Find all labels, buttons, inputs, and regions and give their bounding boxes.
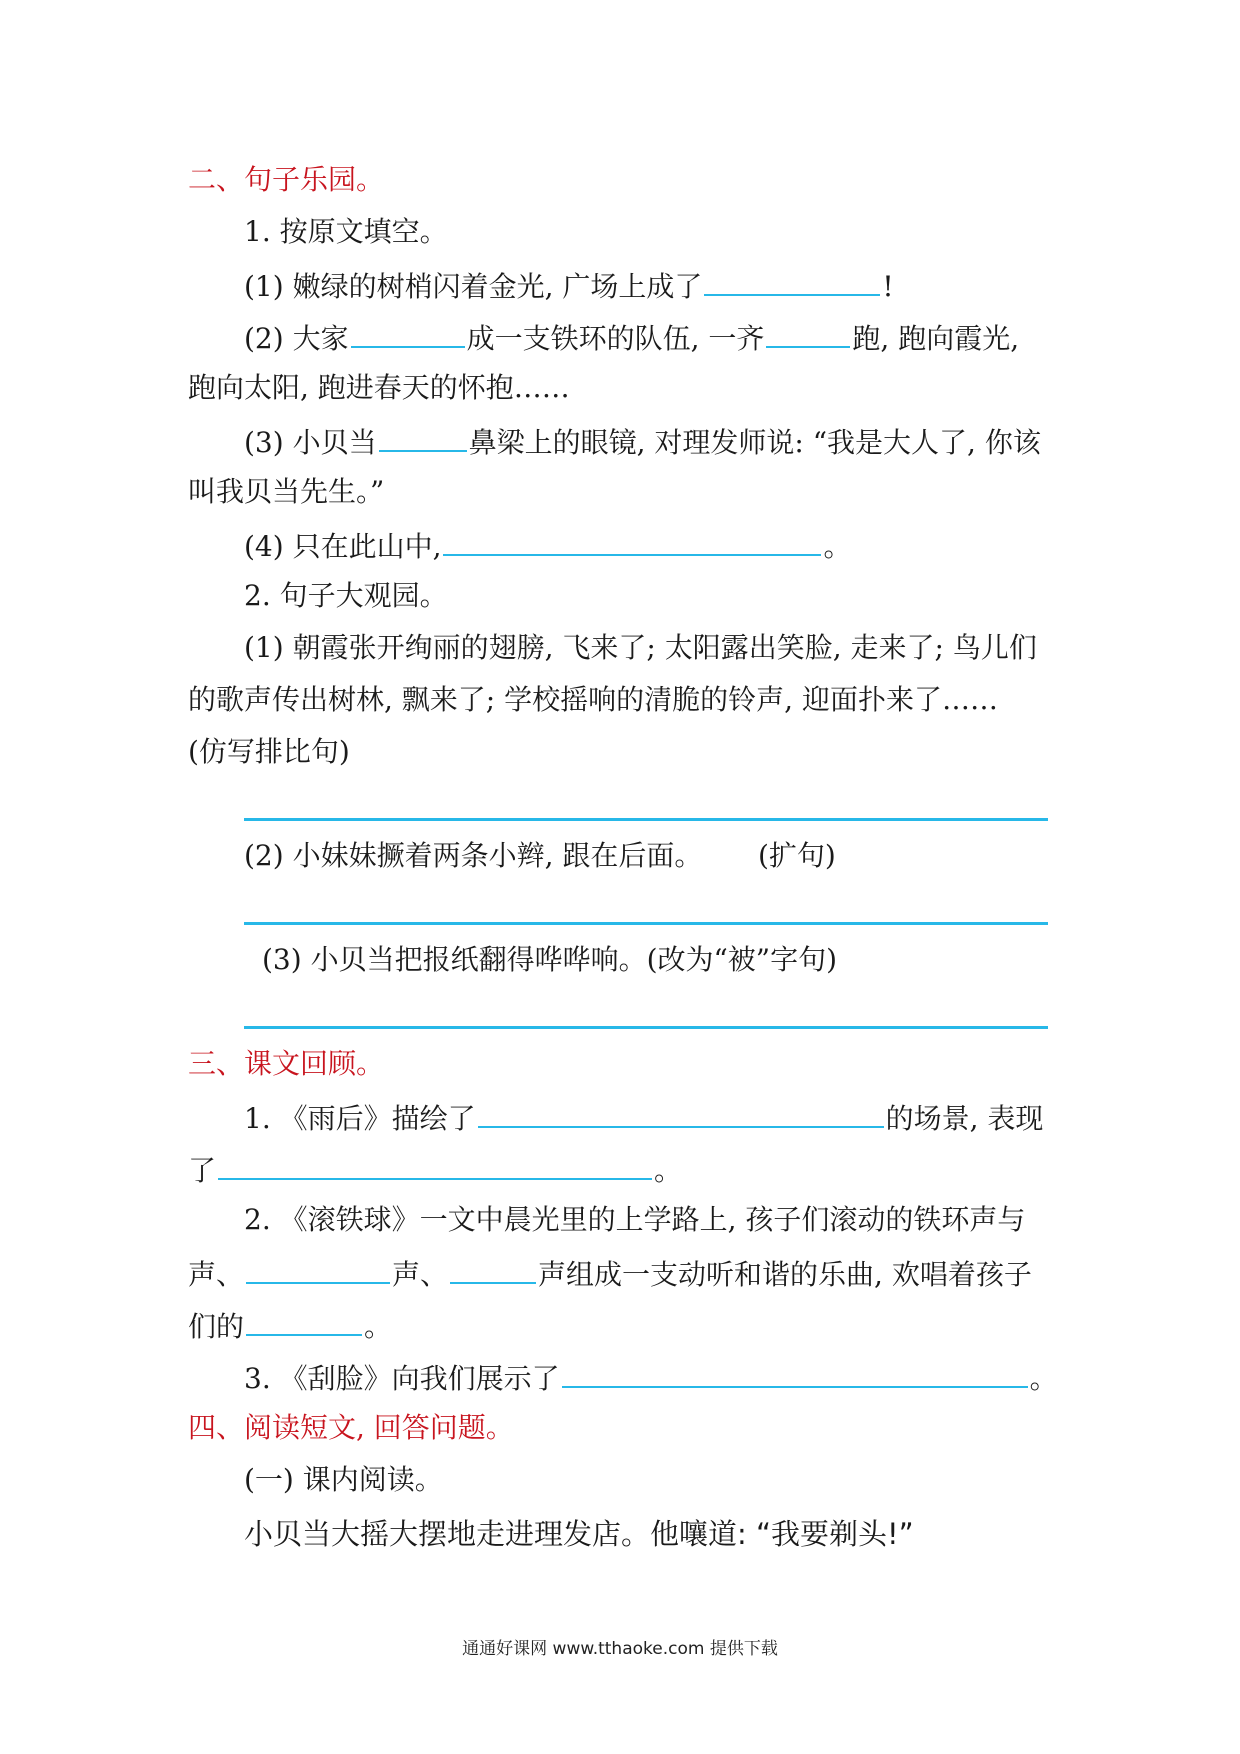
review1 bbox=[244, 1096, 1043, 1139]
blank-1[interactable] bbox=[704, 264, 880, 296]
review2-text-d: 声组成一支动听和谐的乐曲, 欢唱着孩子 bbox=[538, 1258, 1032, 1291]
review3-end: 。 bbox=[1029, 1362, 1058, 1395]
blank-r3[interactable] bbox=[562, 1356, 1028, 1388]
review2-text-b: 声、 bbox=[188, 1258, 245, 1291]
sentence1-end: ! bbox=[882, 270, 894, 303]
blank-r1b[interactable] bbox=[218, 1148, 652, 1180]
sentence1 bbox=[244, 264, 894, 307]
question2-title: 2. 句子大观园。 bbox=[244, 579, 448, 612]
section3-heading: 三、课文回顾。 bbox=[188, 1047, 385, 1080]
blank-3[interactable] bbox=[379, 420, 467, 452]
section4-subheading: (一) 课内阅读。 bbox=[244, 1463, 443, 1496]
review2-cont bbox=[188, 1252, 1032, 1295]
sentence2 bbox=[244, 316, 1019, 359]
blank-r2a[interactable] bbox=[246, 1252, 390, 1284]
expand-sentence-tag: (扩句) bbox=[758, 839, 836, 872]
answer-line-1[interactable] bbox=[244, 818, 1048, 821]
sentence2-text-a: (2) 大家 bbox=[244, 322, 349, 355]
review2-end: 。 bbox=[364, 1310, 393, 1343]
sentence3-cont: 叫我贝当先生。” bbox=[188, 475, 385, 508]
review3-text: 3. 《刮脸》向我们展示了 bbox=[244, 1362, 560, 1395]
parallel-sentence-line2: 的歌声传出树林, 飘来了; 学校摇响的清脆的铃声, 迎面扑来了…… bbox=[188, 683, 998, 716]
review2: 2. 《滚铁球》一文中晨光里的上学路上, 孩子们滚动的铁环声与 bbox=[244, 1203, 1026, 1236]
review2-text-c: 声、 bbox=[392, 1258, 449, 1291]
section4-heading: 四、阅读短文, 回答问题。 bbox=[188, 1411, 514, 1444]
review1-cont bbox=[188, 1148, 682, 1191]
review2-cont2 bbox=[188, 1304, 392, 1347]
review1-end: 。 bbox=[654, 1154, 683, 1187]
answer-line-2[interactable] bbox=[244, 922, 1048, 925]
blank-r1a[interactable] bbox=[478, 1096, 884, 1128]
answer-line-3[interactable] bbox=[244, 1026, 1048, 1029]
expand-sentence: (2) 小妹妹撅着两条小辫, 跟在后面。 bbox=[244, 839, 703, 872]
review3 bbox=[244, 1356, 1058, 1399]
review1-text-a: 1. 《雨后》描绘了 bbox=[244, 1102, 476, 1135]
sentence3 bbox=[244, 420, 1041, 463]
sentence2-text-b: 成一支铁环的队伍, 一齐 bbox=[466, 322, 765, 355]
review2-text-e: 们的 bbox=[188, 1310, 245, 1343]
passive-sentence: (3) 小贝当把报纸翻得哗哗响。(改为“被”字句) bbox=[262, 943, 838, 976]
sentence3-text-a: (3) 小贝当 bbox=[244, 426, 377, 459]
section2-heading: 二、句子乐园。 bbox=[188, 163, 385, 196]
sentence1-text: (1) 嫩绿的树梢闪着金光, 广场上成了 bbox=[244, 270, 703, 303]
sentence4-text: (4) 只在此山中, bbox=[244, 530, 442, 563]
sentence4 bbox=[244, 524, 851, 567]
reading-passage: 小贝当大摇大摆地走进理发店。他嚷道: “我要剃头!” bbox=[244, 1517, 914, 1551]
review1-text-c: 了 bbox=[188, 1154, 217, 1187]
blank-2a[interactable] bbox=[351, 316, 465, 348]
blank-r2b[interactable] bbox=[450, 1252, 536, 1284]
parallel-sentence-instruction: (仿写排比句) bbox=[188, 735, 350, 768]
question1-title: 1. 按原文填空。 bbox=[244, 215, 448, 248]
sentence2-text-c: 跑, 跑向霞光, bbox=[852, 322, 1020, 355]
sentence4-end: 。 bbox=[823, 530, 852, 563]
blank-r2c[interactable] bbox=[246, 1304, 362, 1336]
blank-4[interactable] bbox=[443, 524, 821, 556]
parallel-sentence-line1: (1) 朝霞张开绚丽的翅膀, 飞来了; 太阳露出笑脸, 走来了; 鸟儿们 bbox=[244, 631, 1037, 664]
footer-credit: 通通好课网 www.tthaoke.com 提供下载 bbox=[462, 1639, 778, 1659]
sentence3-text-b: 鼻梁上的眼镜, 对理发师说: “我是大人了, 你该 bbox=[468, 426, 1041, 459]
blank-2b[interactable] bbox=[766, 316, 850, 348]
review1-text-b: 的场景, 表现 bbox=[885, 1102, 1044, 1135]
sentence2-cont: 跑向太阳, 跑进春天的怀抱…… bbox=[188, 371, 570, 404]
